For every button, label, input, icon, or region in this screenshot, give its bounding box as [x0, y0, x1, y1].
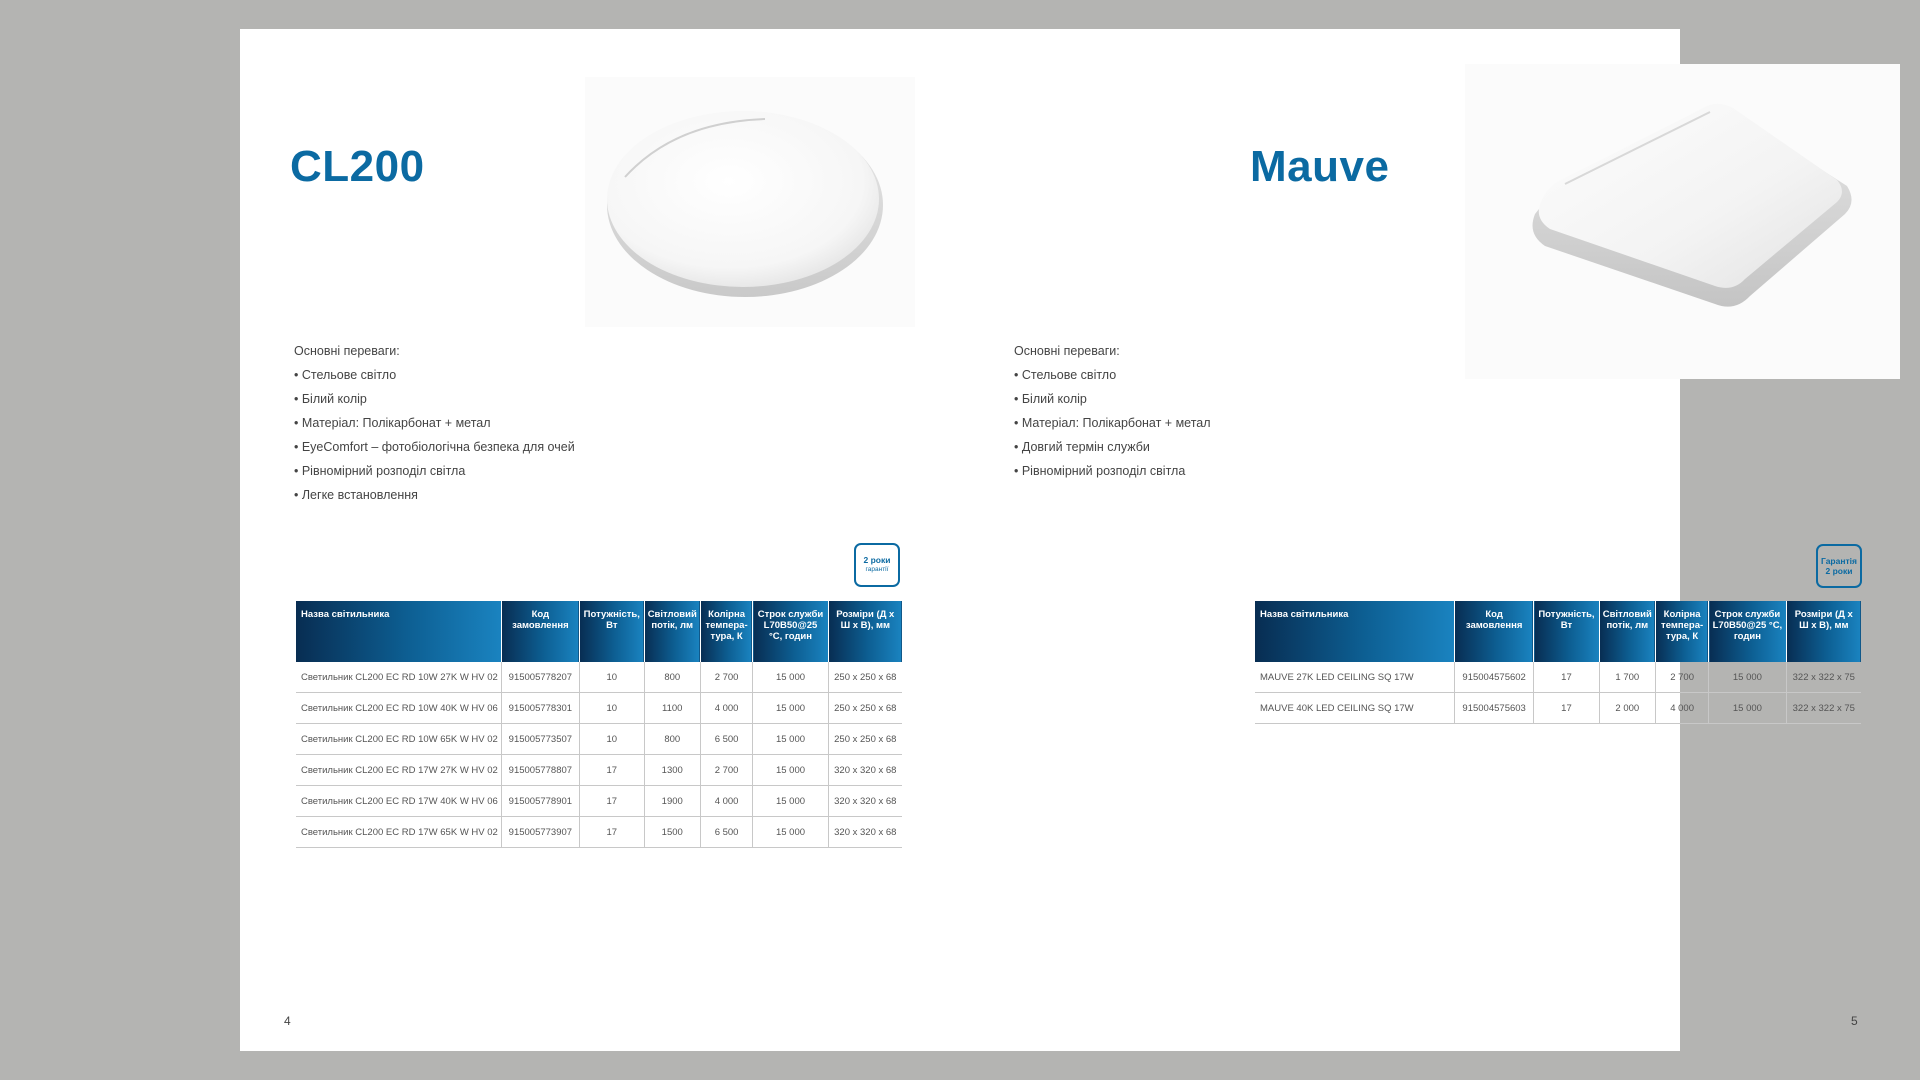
cell-name: MAUVE 27K LED CEILING SQ 17W: [1255, 662, 1454, 693]
cell-name: Светильник CL200 EC RD 17W 40K W HV 06: [296, 786, 501, 817]
cell-power: 10: [579, 662, 644, 693]
features-heading: Основні переваги:: [1014, 344, 1120, 358]
catalog-spread: [240, 29, 1858, 1051]
col-header-cct: Колірна темпера-тура, К: [700, 601, 753, 662]
cell-name: Светильник CL200 EC RD 17W 65K W HV 02: [296, 817, 501, 848]
cell-code: 915005773507: [501, 724, 579, 755]
feature-item: • Білий колір: [294, 392, 367, 406]
product-title: CL200: [290, 142, 425, 191]
cell-name: Светильник CL200 EC RD 17W 27K W HV 02: [296, 755, 501, 786]
cell-code: 915004575602: [1454, 662, 1533, 693]
cell-power: 17: [579, 755, 644, 786]
cell-code: 915005778207: [501, 662, 579, 693]
feature-item: • EyeComfort – фотобіологічна безпека для очей: [294, 440, 575, 454]
table-row: [1255, 693, 1861, 724]
col-header-size: Розміри (Д x Ш x В), мм: [828, 601, 902, 662]
features-list: [294, 339, 575, 507]
right-page: [960, 29, 1858, 1051]
cell-power: 10: [579, 693, 644, 724]
cell-power: 17: [1534, 662, 1599, 693]
cell-size: 322 x 322 x 75: [1786, 662, 1861, 693]
cell-lifetime: 15 000: [753, 693, 828, 724]
page-number: 4: [284, 1014, 291, 1028]
left-page: [240, 29, 960, 1051]
cell-cct: 6 500: [700, 817, 753, 848]
cell-cct: 2 700: [700, 662, 753, 693]
cell-lifetime: 15 000: [753, 755, 828, 786]
cell-power: 17: [1534, 693, 1599, 724]
table-row: [296, 693, 902, 724]
cell-size: 250 x 250 x 68: [828, 724, 902, 755]
cell-flux: 800: [644, 724, 700, 755]
cell-size: 322 x 322 x 75: [1786, 693, 1861, 724]
cell-flux: 800: [644, 662, 700, 693]
feature-item: • Стельове світло: [294, 368, 397, 382]
cell-code: 915004575603: [1454, 693, 1533, 724]
cell-code: 915005778807: [501, 755, 579, 786]
cell-flux: 1 700: [1599, 662, 1655, 693]
round-ceiling-lamp-image: [585, 77, 915, 327]
cell-name: Светильник CL200 EC RD 10W 40K W HV 06: [296, 693, 501, 724]
table-row: [1255, 662, 1861, 693]
cell-flux: 1100: [644, 693, 700, 724]
square-ceiling-lamp-image: [1465, 64, 1900, 379]
feature-item: • Рівномірний розподіл світла: [294, 464, 466, 478]
cell-power: 10: [579, 724, 644, 755]
cell-cct: 2 700: [1655, 662, 1708, 693]
col-header-cct: Колірна темпера-тура, К: [1655, 601, 1708, 662]
cell-lifetime: 15 000: [753, 662, 828, 693]
cell-lifetime: 15 000: [753, 817, 828, 848]
spec-table: [1255, 601, 1861, 724]
feature-item: • Білий колір: [1014, 392, 1087, 406]
cell-cct: 4 000: [700, 786, 753, 817]
warranty-line2: гарантії: [865, 566, 889, 573]
col-header-size: Розміри (Д x Ш x В), мм: [1786, 601, 1861, 662]
feature-item: • Довгий термін служби: [1014, 440, 1150, 454]
table-row: [296, 662, 902, 693]
col-header-name: Назва світильника: [1255, 601, 1454, 662]
warranty-line2: 2 роки: [1825, 566, 1853, 576]
cell-flux: 1300: [644, 755, 700, 786]
cell-size: 320 x 320 x 68: [828, 755, 902, 786]
feature-item: • Рівномірний розподіл світла: [1014, 464, 1186, 478]
cell-size: 250 x 250 x 68: [828, 693, 902, 724]
cell-size: 250 x 250 x 68: [828, 662, 902, 693]
feature-item: • Матеріал: Полікарбонат + метал: [294, 416, 491, 430]
cell-size: 320 x 320 x 68: [828, 786, 902, 817]
warranty-badge: [854, 543, 900, 587]
cell-flux: 1500: [644, 817, 700, 848]
cell-flux: 1900: [644, 786, 700, 817]
table-row: [296, 817, 902, 848]
table-header-row: [296, 601, 902, 662]
table-row: [296, 755, 902, 786]
col-header-flux: Світловий потік, лм: [644, 601, 700, 662]
cell-code: 915005773907: [501, 817, 579, 848]
cell-cct: 4 000: [1655, 693, 1708, 724]
cell-size: 320 x 320 x 68: [828, 817, 902, 848]
col-header-name: Назва світильника: [296, 601, 501, 662]
cell-lifetime: 15 000: [1709, 662, 1786, 693]
table-row: [296, 786, 902, 817]
cell-power: 17: [579, 817, 644, 848]
table-row: [296, 724, 902, 755]
cell-name: Светильник CL200 EC RD 10W 65K W HV 02: [296, 724, 501, 755]
feature-item: • Стельове світло: [1014, 368, 1117, 382]
features-list: [1014, 339, 1211, 483]
col-header-code: Код замовлення: [501, 601, 579, 662]
table-header-row: [1255, 601, 1861, 662]
warranty-line1: Гарантія: [1821, 556, 1857, 566]
page-number: 5: [1851, 1014, 1858, 1028]
warranty-line1: 2 роки: [863, 555, 891, 565]
cell-name: MAUVE 40K LED CEILING SQ 17W: [1255, 693, 1454, 724]
cell-cct: 2 700: [700, 755, 753, 786]
product-title: Mauve: [1250, 142, 1390, 191]
warranty-badge: [1816, 544, 1862, 588]
cell-power: 17: [579, 786, 644, 817]
cell-cct: 4 000: [700, 693, 753, 724]
cell-lifetime: 15 000: [753, 724, 828, 755]
spec-table: [296, 601, 902, 848]
col-header-lifetime: Строк служби L70B50@25 °С, годин: [753, 601, 828, 662]
col-header-lifetime: Строк служби L70B50@25 °С, годин: [1709, 601, 1786, 662]
features-heading: Основні переваги:: [294, 344, 400, 358]
col-header-power: Потужність, Вт: [1534, 601, 1599, 662]
feature-item: • Матеріал: Полікарбонат + метал: [1014, 416, 1211, 430]
cell-cct: 6 500: [700, 724, 753, 755]
col-header-flux: Світловий потік, лм: [1599, 601, 1655, 662]
cell-flux: 2 000: [1599, 693, 1655, 724]
cell-lifetime: 15 000: [753, 786, 828, 817]
cell-name: Светильник CL200 EC RD 10W 27K W HV 02: [296, 662, 501, 693]
col-header-power: Потужність, Вт: [579, 601, 644, 662]
col-header-code: Код замовлення: [1454, 601, 1533, 662]
feature-item: • Легке встановлення: [294, 488, 418, 502]
cell-code: 915005778301: [501, 693, 579, 724]
cell-code: 915005778901: [501, 786, 579, 817]
cell-lifetime: 15 000: [1709, 693, 1786, 724]
